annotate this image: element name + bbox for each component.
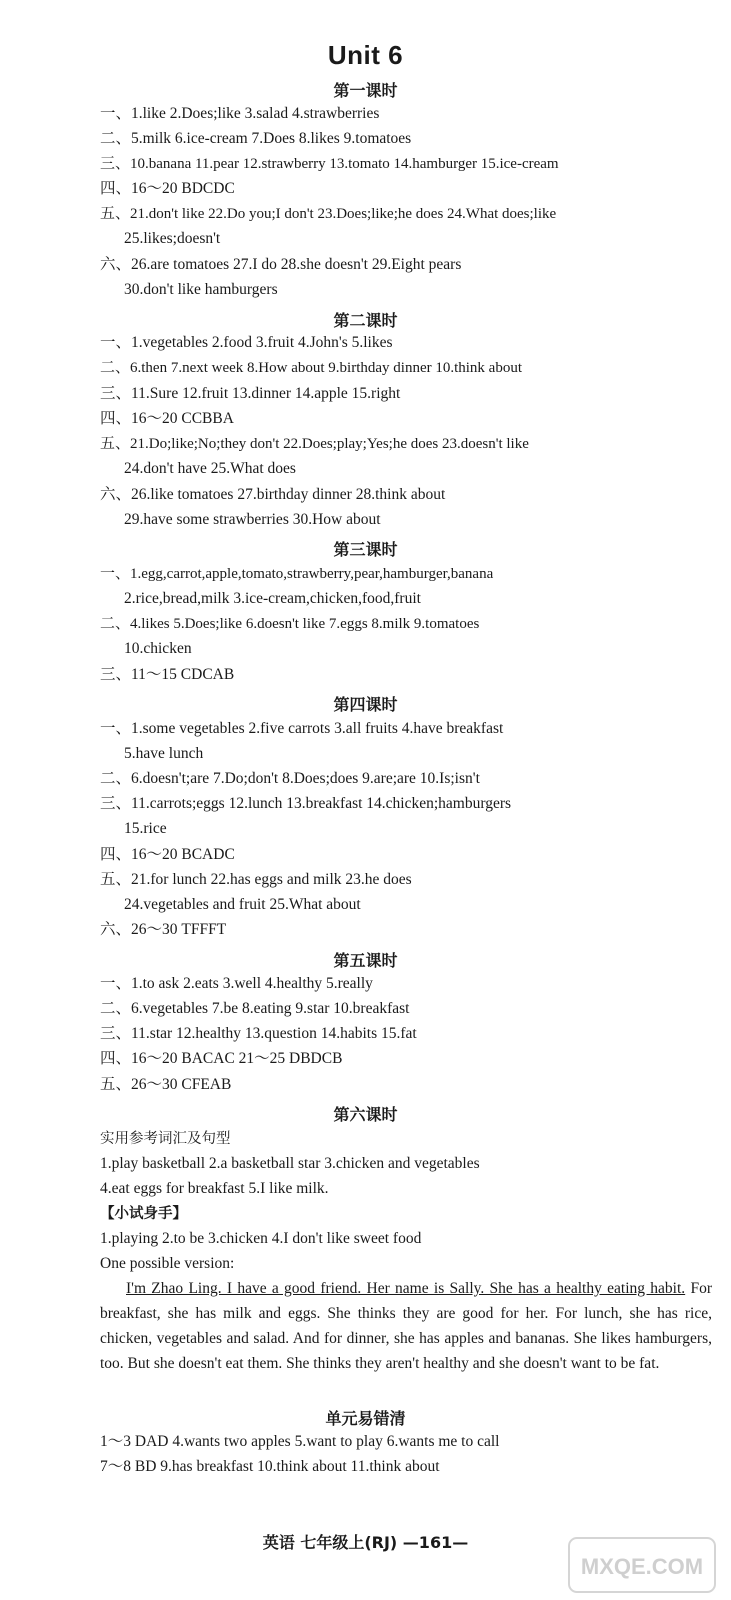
answer-line: 四、16～20 BACAC 21～25 DBDCB — [100, 1050, 343, 1067]
answer-line: 25.likes;doesn't — [124, 230, 221, 247]
section-title-4: 第四课时 — [333, 695, 398, 714]
model-essay — [100, 1276, 712, 1376]
answer-line: 六、26～30 TFFFT — [100, 921, 227, 938]
answer-line: 一、1.egg,carrot,apple,tomato,strawberry,pear,hamburger,banana — [100, 566, 494, 582]
answer-line: 29.have some strawberries 30.How about — [124, 511, 381, 528]
answer-line: 二、4.likes 5.Does;like 6.doesn't like 7.eggs 8.milk 9.tomatoes — [100, 616, 480, 632]
section-title-1: 第一课时 — [333, 81, 398, 100]
answer-line: 24.don't have 25.What does — [124, 460, 296, 477]
answer-line: 二、6.vegetables 7.be 8.eating 9.star 10.breakfast — [100, 1000, 410, 1017]
answer-line: 五、21.for lunch 22.has eggs and milk 23.he does — [100, 871, 412, 888]
section-title-2: 第二课时 — [333, 311, 398, 330]
version-label: One possible version: — [100, 1255, 235, 1272]
answer-line: 30.don't like hamburgers — [124, 281, 278, 298]
answer-line: 二、6.then 7.next week 8.How about 9.birthday dinner 10.think about — [100, 360, 523, 376]
answer-line: 三、11.star 12.healthy 13.question 14.habits 15.fat — [100, 1025, 417, 1042]
answer-line: 24.vegetables and fruit 25.What about — [124, 896, 361, 913]
answer-line: 一、1.like 2.Does;like 3.salad 4.strawberries — [100, 105, 380, 122]
answer-line: 10.chicken — [124, 640, 192, 657]
answer-line: 六、26.are tomatoes 27.I do 28.she doesn't 29.Eight pears — [100, 256, 462, 273]
answer-line: 三、11～15 CDCAB — [100, 666, 235, 683]
answer-line: 5.have lunch — [124, 745, 204, 762]
answer-line: 1.playing 2.to be 3.chicken 4.I don't like sweet food — [100, 1230, 422, 1247]
answer-line: 三、11.Sure 12.fruit 13.dinner 14.apple 15.right — [100, 385, 401, 402]
essay-underlined-text: I'm Zhao Ling. I have a good friend. Her name is Sally. She has a healthy eating habit. — [126, 1280, 686, 1297]
answer-line: 五、21.don't like 22.Do you;I don't 23.Does;like;he does 24.What does;like — [100, 206, 557, 222]
answer-line: 五、26～30 CFEAB — [100, 1076, 232, 1093]
watermark-text: MXQE.COM — [580, 1554, 704, 1579]
page-footer: 英语 七年级上(RJ) —161— — [262, 1533, 469, 1552]
answer-line: 六、26.like tomatoes 27.birthday dinner 28.think about — [100, 486, 446, 503]
unit-title: Unit 6 — [327, 40, 404, 70]
section-title-6: 第六课时 — [333, 1105, 398, 1124]
answer-line: 15.rice — [124, 820, 167, 837]
essay-text: For breakfast, she has milk and eggs. She thinks they are good for her. For lunch, she has rice, chicken, vegetables and salad. And for dinner, she has apples and bananas. She likes hamburgers, too. But she doesn't eat them. She thinks they aren't healthy and she doesn't want to be fat. — [100, 1280, 712, 1372]
section-title-7: 单元易错清 — [325, 1409, 406, 1428]
vocab-heading: 实用参考词汇及句型 — [100, 1131, 231, 1147]
answer-line: 三、11.carrots;eggs 12.lunch 13.breakfast 14.chicken;hamburgers — [100, 795, 512, 812]
answer-line: 五、21.Do;like;No;they don't 22.Does;play;Yes;he does 23.doesn't like — [100, 436, 529, 452]
answer-line: 7～8 BD 9.has breakfast 10.think about 11.think about — [100, 1458, 440, 1475]
answer-line: 四、16～20 CCBBA — [100, 410, 234, 427]
answer-line: 二、5.milk 6.ice-cream 7.Does 8.likes 9.tomatoes — [100, 130, 412, 147]
answer-line: 1～3 DAD 4.wants two apples 5.want to play 6.wants me to call — [100, 1433, 500, 1450]
section-title-3: 第三课时 — [333, 540, 398, 559]
answer-line: 四、16～20 BDCDC — [100, 180, 235, 197]
try-heading: 【小试身手】 — [100, 1206, 187, 1222]
section-title-5: 第五课时 — [333, 951, 398, 970]
answer-line: 二、6.doesn't;are 7.Do;don't 8.Does;does 9.are;are 10.Is;isn't — [100, 770, 480, 787]
answer-line: 一、1.vegetables 2.food 3.fruit 4.John's 5.likes — [100, 334, 393, 351]
answer-line: 1.play basketball 2.a basketball star 3.chicken and vegetables — [100, 1155, 480, 1172]
watermark-logo — [567, 1536, 717, 1594]
answer-line: 2.rice,bread,milk 3.ice-cream,chicken,food,fruit — [124, 590, 421, 607]
answer-line: 一、1.some vegetables 2.five carrots 3.all fruits 4.have breakfast — [100, 720, 504, 737]
answer-line: 四、16～20 BCADC — [100, 846, 235, 863]
answer-line: 三、10.banana 11.pear 12.strawberry 13.tomato 14.hamburger 15.ice-cream — [100, 156, 559, 172]
answer-line: 一、1.to ask 2.eats 3.well 4.healthy 5.really — [100, 975, 373, 992]
answer-line: 4.eat eggs for breakfast 5.I like milk. — [100, 1180, 329, 1197]
